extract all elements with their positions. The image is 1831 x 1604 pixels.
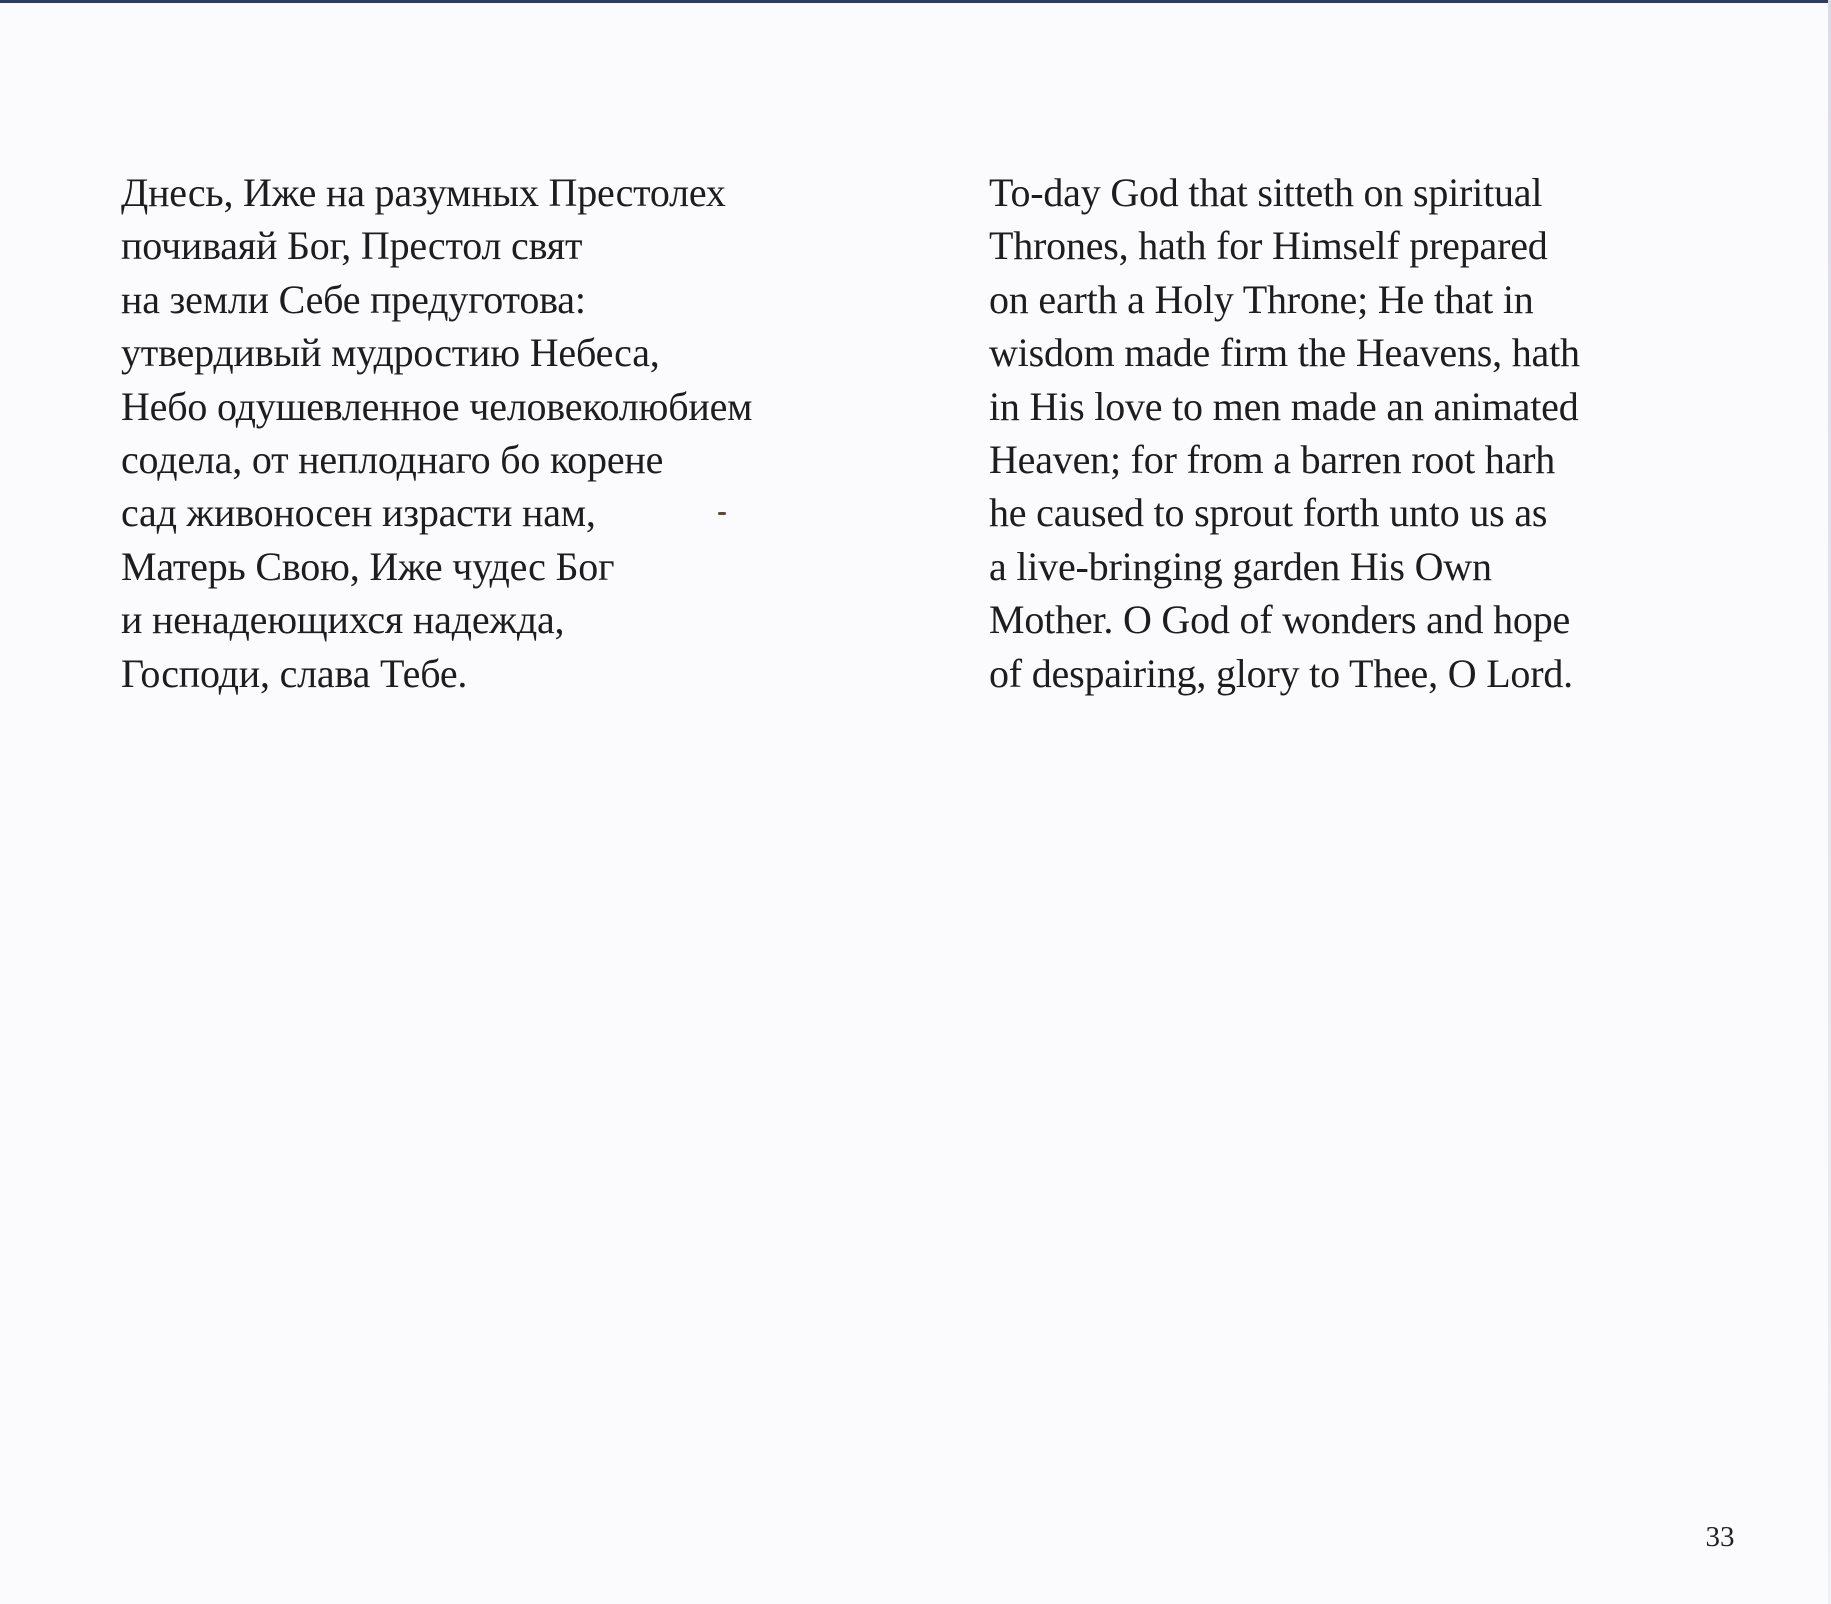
english-text-line: on earth a Holy Throne; He that in <box>989 276 1534 322</box>
english-text-line: a live-bringing garden His Own <box>989 543 1492 589</box>
english-text-line: in His love to men made an animated <box>989 383 1579 429</box>
russian-text-line: и ненадеющихся надежда, <box>121 597 565 643</box>
page-top-edge <box>0 0 1831 3</box>
english-text-column <box>989 166 1689 700</box>
english-text-line: Heaven; for from a barren root harh <box>989 437 1556 483</box>
russian-text-line: содела, от неплоднаго бо корене <box>121 437 664 483</box>
ink-speck <box>718 512 726 515</box>
russian-text-line: сад живоносен израсти нам, <box>121 490 596 536</box>
russian-text-line: Днесь, Иже на разумных Престолех <box>121 170 726 215</box>
english-text-line: To-day God that sitteth on spiritual <box>989 170 1543 215</box>
russian-text-line: утвердивый мудростию Небеса, <box>121 330 660 376</box>
russian-text-line: Господи, слава Тебе. <box>121 650 468 696</box>
russian-text-line: почиваяй Бог, Престол свят <box>121 223 583 269</box>
russian-text-line: Матерь Свою, Иже чудес Бог <box>121 543 615 589</box>
english-text-line: Thrones, hath for Himself prepared <box>989 223 1548 269</box>
russian-text-line: Небо одушевленное человеколюбием <box>121 383 753 429</box>
page-number: 33 <box>1705 1521 1735 1553</box>
english-text-line: wisdom made firm the Heavens, hath <box>989 330 1580 376</box>
russian-text-column <box>121 166 841 700</box>
russian-text-line: на земли Себе предуготова: <box>121 276 586 322</box>
english-text-line: he caused to sprout forth unto us as <box>989 490 1548 536</box>
english-text-line: Mother. O God of wonders and hope <box>989 597 1571 643</box>
english-text-line: of despairing, glory to Thee, O Lord. <box>989 650 1573 696</box>
